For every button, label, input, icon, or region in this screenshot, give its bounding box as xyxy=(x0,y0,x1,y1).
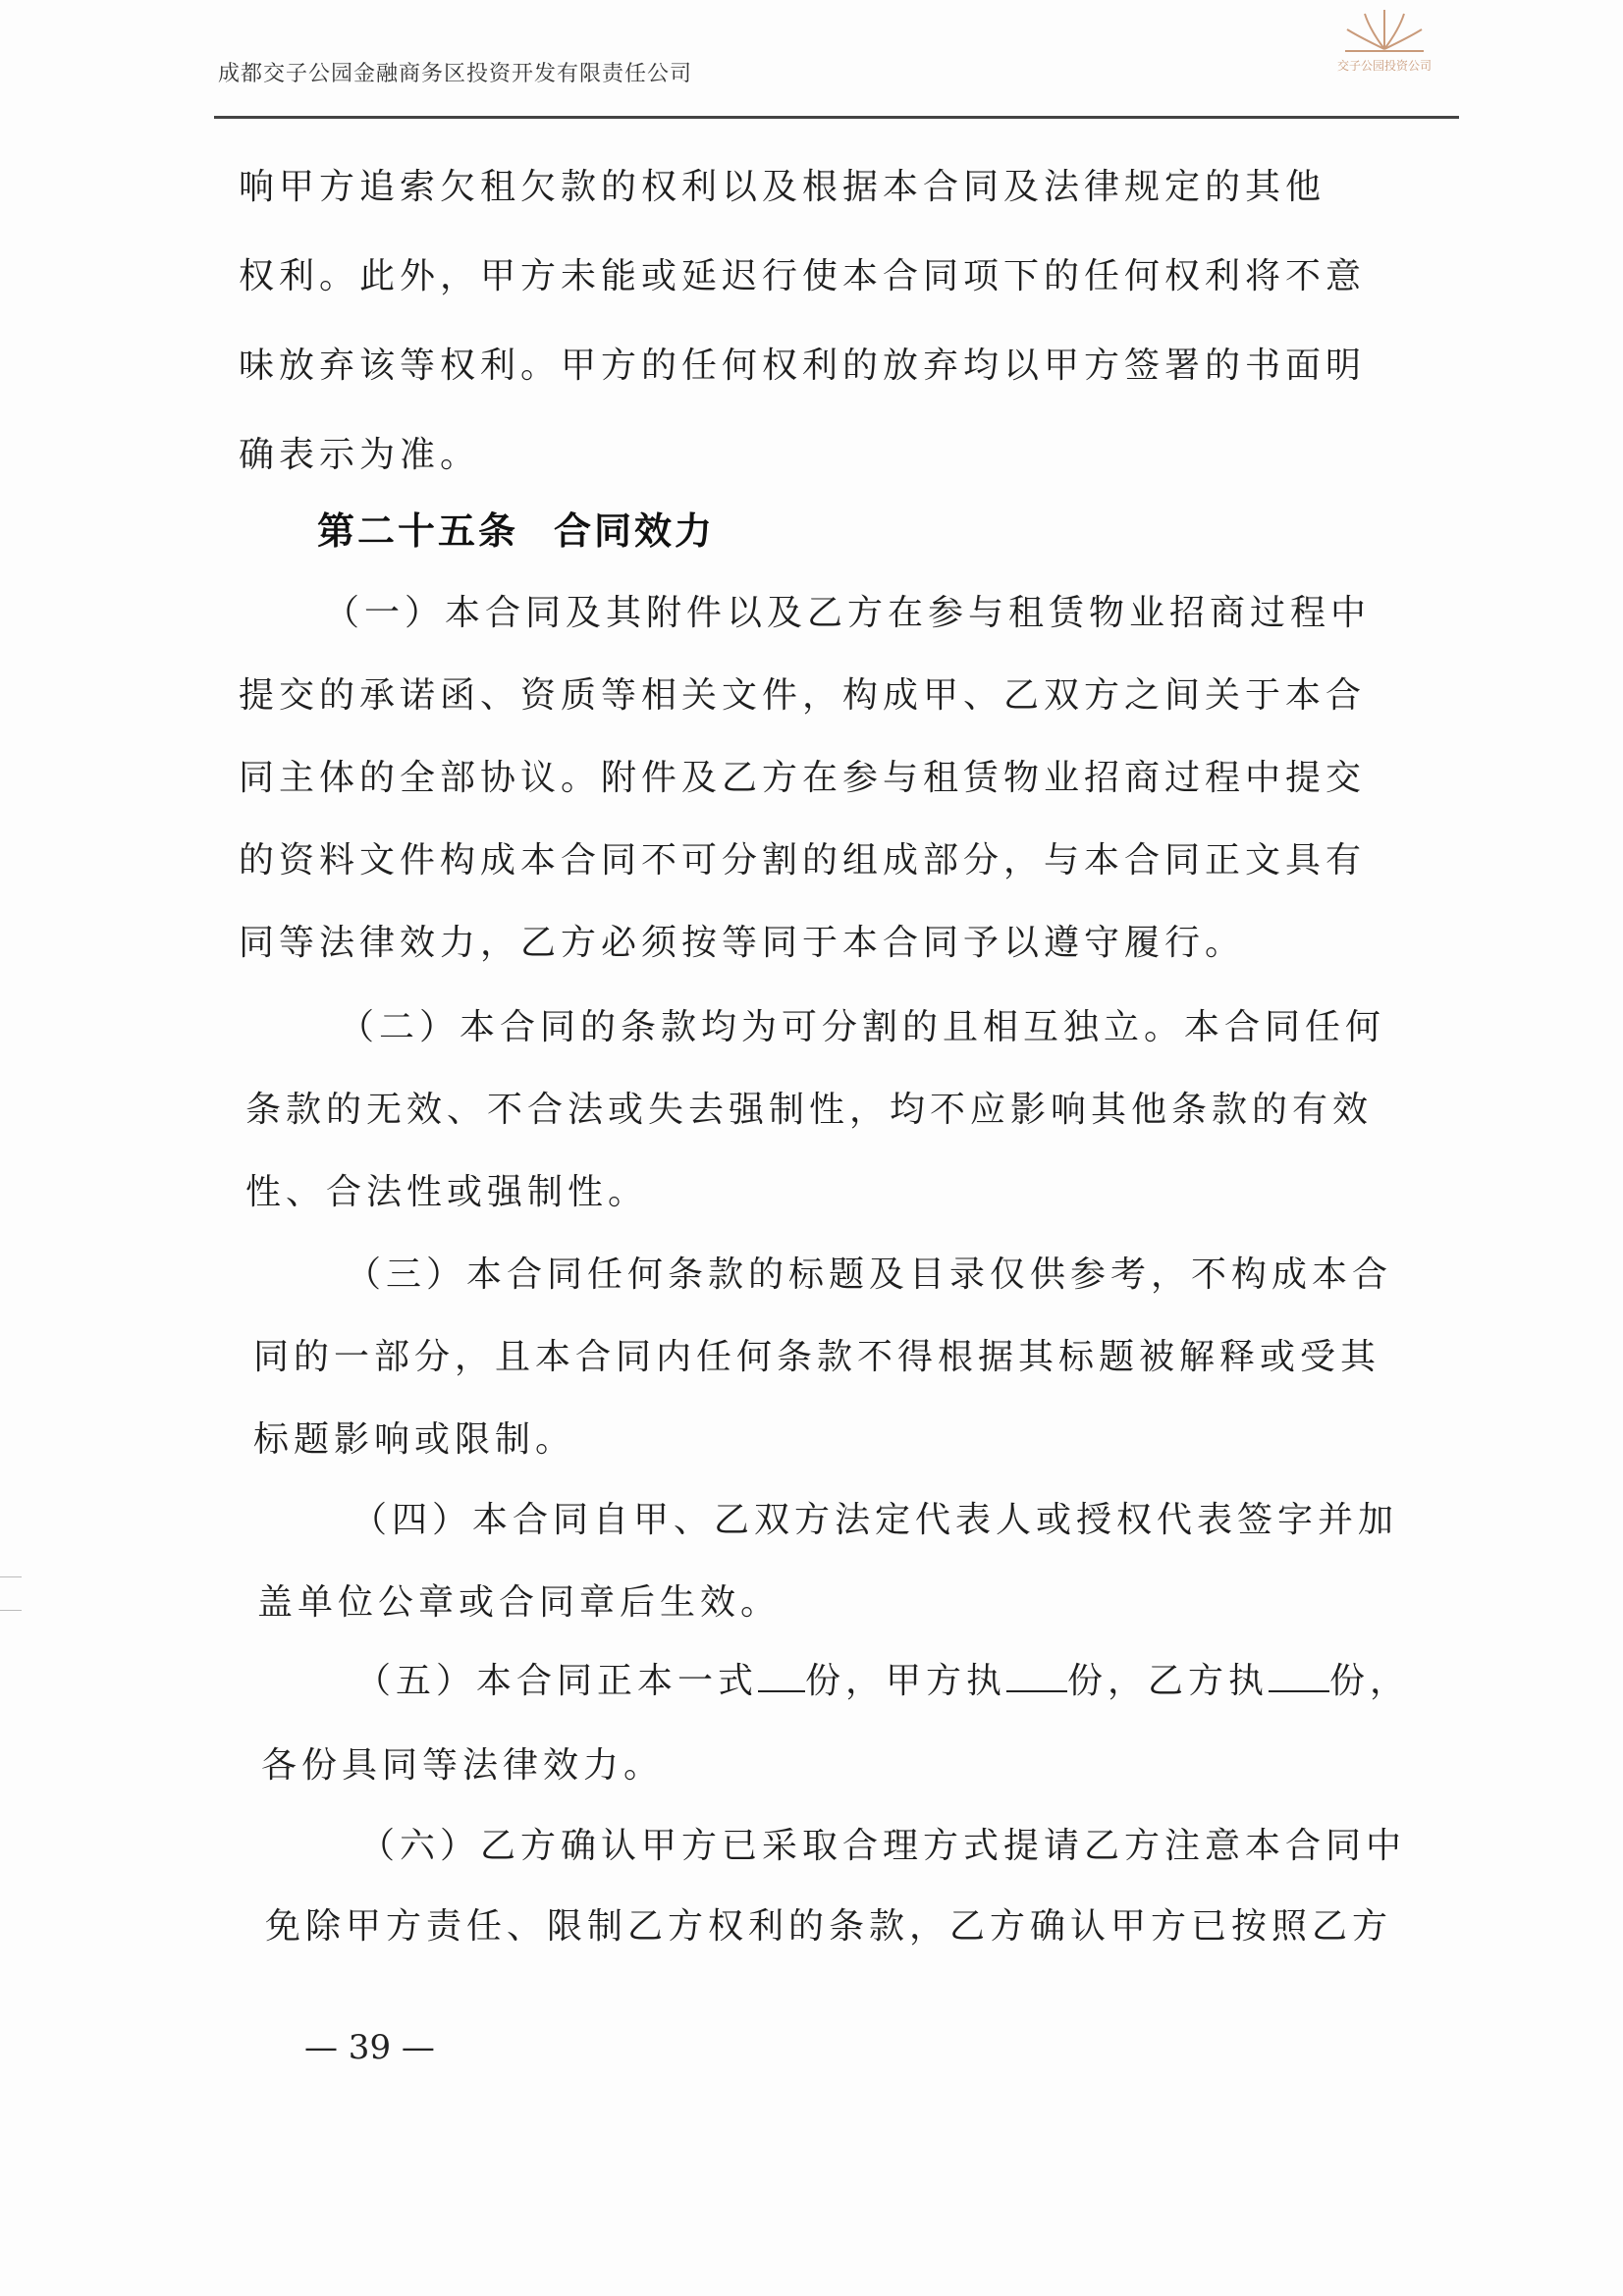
article-number: 第二十五条 xyxy=(317,509,519,553)
text-line: 同主体的全部协议。附件及乙方在参与租赁物业招商过程中提交 xyxy=(239,758,1367,798)
text-line: （一）本合同及其附件以及乙方在参与租赁物业招商过程中 xyxy=(324,593,1372,633)
text-segment: 份， xyxy=(1329,1661,1411,1701)
logo-caption: 交子公园投资公司 xyxy=(1336,59,1432,73)
text-line: （六）乙方确认甲方已采取合理方式提请乙方注意本合同中 xyxy=(359,1826,1407,1866)
text-line: 条款的无效、不合法或失去强制性，均不应影响其他条款的有效 xyxy=(245,1090,1374,1130)
scan-edge-mark xyxy=(0,1610,22,1611)
text-line: 同的一部分，且本合同内任何条款不得根据其标题被解释或受其 xyxy=(253,1337,1381,1377)
text-line-with-blanks xyxy=(355,1653,1410,1703)
text-line: 标题影响或限制。 xyxy=(253,1419,576,1460)
text-line: 权利。此外，甲方未能或延迟行使本合同项下的任何权利将不意 xyxy=(239,256,1367,296)
blank-copies-party-a xyxy=(1006,1663,1067,1692)
text-segment: （五）本合同正本一式 xyxy=(355,1661,759,1701)
text-line: 的资料文件构成本合同不可分割的组成部分，与本合同正文具有 xyxy=(239,840,1367,881)
text-line: 免除甲方责任、限制乙方权利的条款，乙方确认甲方已按照乙方 xyxy=(265,1906,1393,1947)
scan-edge-mark xyxy=(0,1576,22,1577)
article-title: 合同效力 xyxy=(554,509,716,553)
text-line: （四）本合同自甲、乙双方法定代表人或授权代表签字并加 xyxy=(352,1500,1399,1540)
text-line: 味放弃该等权利。甲方的任何权利的放弃均以甲方签署的书面明 xyxy=(239,346,1367,386)
text-line: 确表示为准。 xyxy=(239,435,481,475)
header-company-name: 成都交子公园金融商务区投资开发有限责任公司 xyxy=(218,62,693,86)
blank-copies-party-b xyxy=(1269,1663,1329,1692)
text-line: 盖单位公章或合同章后生效。 xyxy=(257,1582,782,1623)
text-line: 提交的承诺函、资质等相关文件，构成甲、乙双方之间关于本合 xyxy=(239,675,1367,716)
page-number: — 39 — xyxy=(304,2028,435,2067)
text-line: 各份具同等法律效力。 xyxy=(261,1745,665,1786)
text-segment: 份，甲方执 xyxy=(805,1661,1007,1701)
text-line: （三）本合同任何条款的标题及目录仅供参考，不构成本合 xyxy=(346,1255,1393,1295)
header-divider xyxy=(214,116,1459,119)
text-line: 同等法律效力，乙方必须按等同于本合同予以遵守履行。 xyxy=(239,923,1246,963)
article-heading xyxy=(317,501,715,555)
text-line: 响甲方追索欠租欠款的权利以及根据本合同及法律规定的其他 xyxy=(239,167,1326,207)
blank-copies-total xyxy=(758,1663,805,1692)
text-line: （二）本合同的条款均为可分割的且相互独立。本合同任何 xyxy=(339,1007,1386,1047)
text-line: 性、合法性或强制性。 xyxy=(245,1172,649,1212)
text-segment: 份，乙方执 xyxy=(1067,1661,1270,1701)
